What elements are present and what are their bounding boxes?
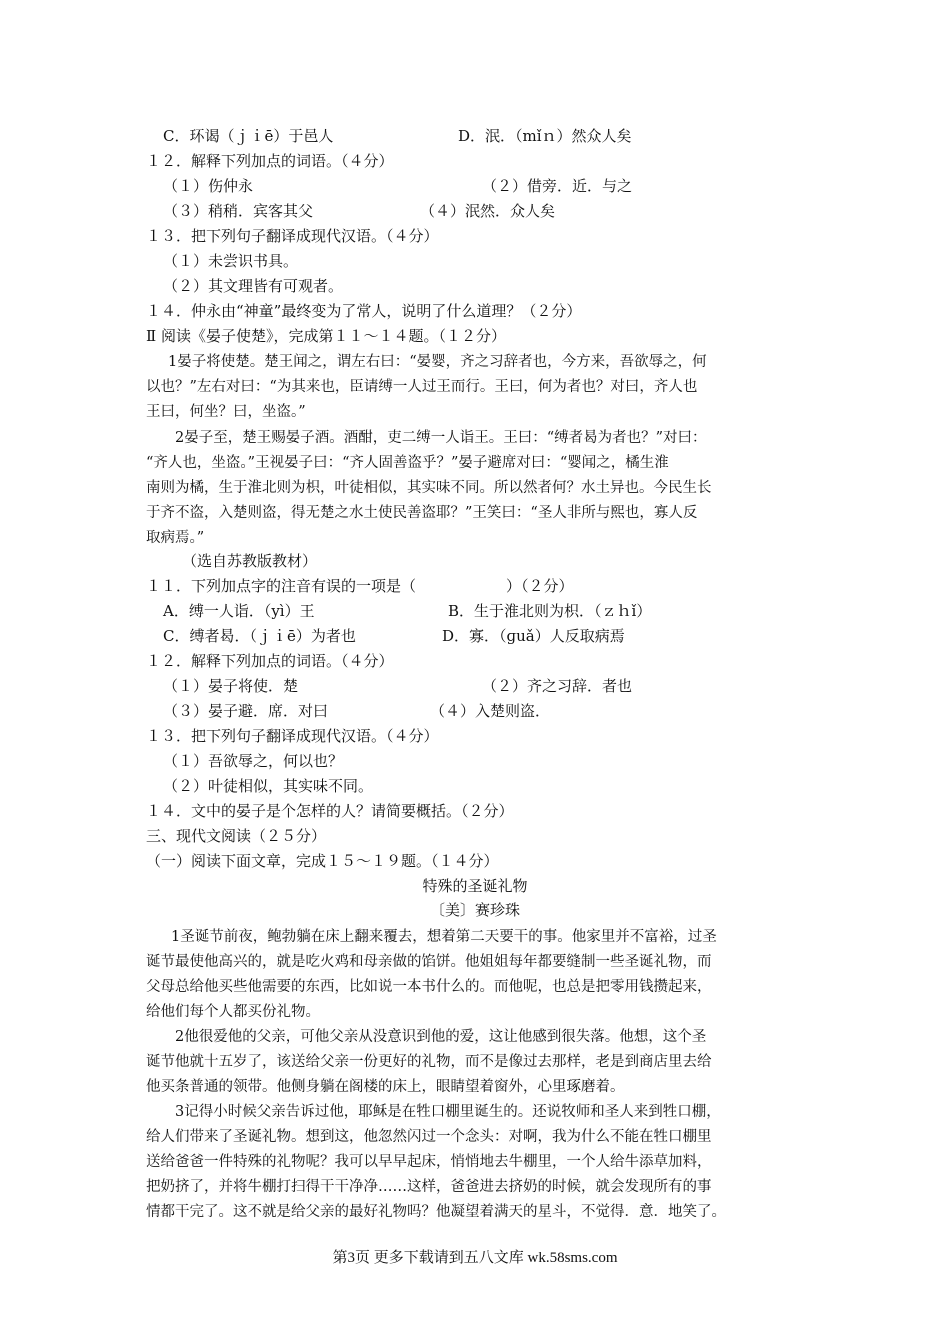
question-12-title: １２．解释下列加点的词语。（４分） [146, 652, 394, 670]
article-line: 他买条普通的领带。他侧身躺在阁楼的床上，眼睛望着窗外，心里琢磨着。 [146, 1079, 625, 1095]
question-14: １４．文中的晏子是个怎样的人？请简要概括。（２分） [146, 802, 514, 820]
article-line: 3记得小时候父亲告诉过他，耶稣是在牲口棚里诞生的。还说牧师和圣人来到牲口棚， [175, 1104, 721, 1120]
article-title: 特殊的圣诞礼物 [422, 877, 528, 895]
article-line: 1圣诞节前夜，鲍勃躺在床上翻来覆去，想着第二天要干的事。他家里并不富裕，过圣 [171, 929, 717, 945]
question-13-item-1: （１）吾欲辱之，何以也？ [163, 752, 344, 770]
question-14: １４．仲永由“神童”最终变为了常人，说明了什么道理？（２分） [146, 302, 582, 320]
q11-option-d: D．寡．（ɡuǎ）人反取病焉 [442, 627, 625, 645]
q11-option-c: C．环谒（ｊｉē）于邑人 [163, 127, 334, 145]
section-header-modern-reading: 三、现代文阅读（２５分） [146, 827, 327, 845]
question-12-item-1: （１）晏子将使．楚 [163, 677, 299, 695]
page-footer: 第3页 更多下载请到五八文库 wk.58sms.com [332, 1250, 618, 1266]
question-12-item-3: （３）稍稍．宾客其父 [163, 202, 314, 220]
question-13-title: １３．把下列句子翻译成现代汉语。（４分） [146, 727, 439, 745]
passage-line: 1晏子将使楚。楚王闻之，谓左右曰：“晏婴，齐之习辞者也，今方来，吾欲辱之，何 [168, 354, 707, 370]
q11-option-d: D．泯．（mǐｎ）然众人矣 [458, 127, 632, 145]
question-12-item-2: （２）齐之习辞．者也 [482, 677, 633, 695]
passage-line: 于齐不盗，入楚则盗，得无楚之水土使民善盗耶？”王笑曰：“圣人非所与熙也，寡人反 [146, 505, 698, 521]
article-line: 2他很爱他的父亲，可他父亲从没意识到他的爱，这让他感到很失落。他想，这个圣 [175, 1029, 707, 1045]
question-11-title: １１．下列加点字的注音有误的一项是（ ）（２分） [146, 577, 574, 595]
question-12-item-2: （２）借旁．近．与之 [482, 177, 633, 195]
question-12-item-4: （４）泯然．众人矣 [420, 202, 556, 220]
article-line: 诞节他就十五岁了，该送给父亲一份更好的礼物，而不是像过去那样，老是到商店里去给 [146, 1054, 712, 1070]
q11-option-a: A．缚一人诣．（yì）王 [163, 602, 315, 620]
question-13-item-2: （２）其文理皆有可观者。 [163, 277, 344, 295]
sub-section-header: （一）阅读下面文章，完成１５～１９题。（１４分） [146, 852, 499, 870]
article-line: 诞节最使他高兴的，就是吃火鸡和母亲做的馅饼。他姐姐每年都要缝制一些圣诞礼物，而 [146, 954, 712, 970]
question-13-item-2: （２）叶徒相似，其实味不同。 [163, 777, 374, 795]
passage-line: 取病焉。” [146, 530, 205, 546]
passage-line: 以也？”左右对曰：“为其来也，臣请缚一人过王而行。王曰，何为者也？对曰，齐人也 [146, 379, 698, 395]
article-line: 父母总给他买些他需要的东西，比如说一本书什么的。而他呢，也总是把零用钱攒起来， [146, 979, 712, 995]
source-note: （选自苏教版教材） [182, 552, 318, 570]
passage-line: 南则为橘，生于淮北则为枳，叶徒相似，其实味不同。所以然者何？水土异也。今民生长 [146, 480, 712, 496]
question-12-item-1: （１）伤仲永 [163, 177, 254, 195]
article-line: 给人们带来了圣诞礼物。想到这，他忽然闪过一个念头：对啊，我为什么不能在牲口棚里 [146, 1129, 712, 1145]
question-12-title: １２．解释下列加点的词语。（４分） [146, 152, 394, 170]
article-line: 送给爸爸一件特殊的礼物呢？我可以早早起床，悄悄地去牛棚里，一个人给牛添草加料， [146, 1154, 712, 1170]
question-13-item-1: （１）未尝识书具。 [163, 252, 299, 270]
question-13-title: １３．把下列句子翻译成现代汉语。（４分） [146, 227, 439, 245]
article-line: 给他们每个人都买份礼物。 [146, 1004, 320, 1020]
q11-option-c: C．缚者曷．（ｊｉē）为者也 [163, 627, 356, 645]
passage-line: 王曰，何坐？曰，坐盗。” [146, 404, 306, 420]
article-line: 情都干完了。这不就是给父亲的最好礼物吗？他凝望着满天的星斗，不觉得．意．地笑了。 [146, 1204, 726, 1220]
article-author: 〔美〕赛珍珠 [429, 901, 520, 919]
question-12-item-4: （４）入楚则盗． [430, 702, 551, 720]
q11-option-b: B．生于淮北则为枳．（ｚｈǐ） [448, 602, 652, 620]
section-header-yanzi: Ⅱ 阅读《晏子使楚》，完成第１１～１４题。（１２分） [146, 327, 506, 345]
question-12-item-3: （３）晏子避．席．对曰 [163, 702, 329, 720]
article-line: 把奶挤了，并将牛棚打扫得干干净净……这样，爸爸进去挤奶的时候，就会发现所有的事 [146, 1179, 712, 1195]
passage-line: “齐人也，坐盗。”王视晏子曰：“齐人固善盗乎？”晏子避席对曰：“婴闻之，橘生淮 [146, 455, 669, 471]
passage-line: 2晏子至，楚王赐晏子酒。酒酣，吏二缚一人诣王。王曰：“缚者曷为者也？”对曰： [175, 430, 707, 446]
